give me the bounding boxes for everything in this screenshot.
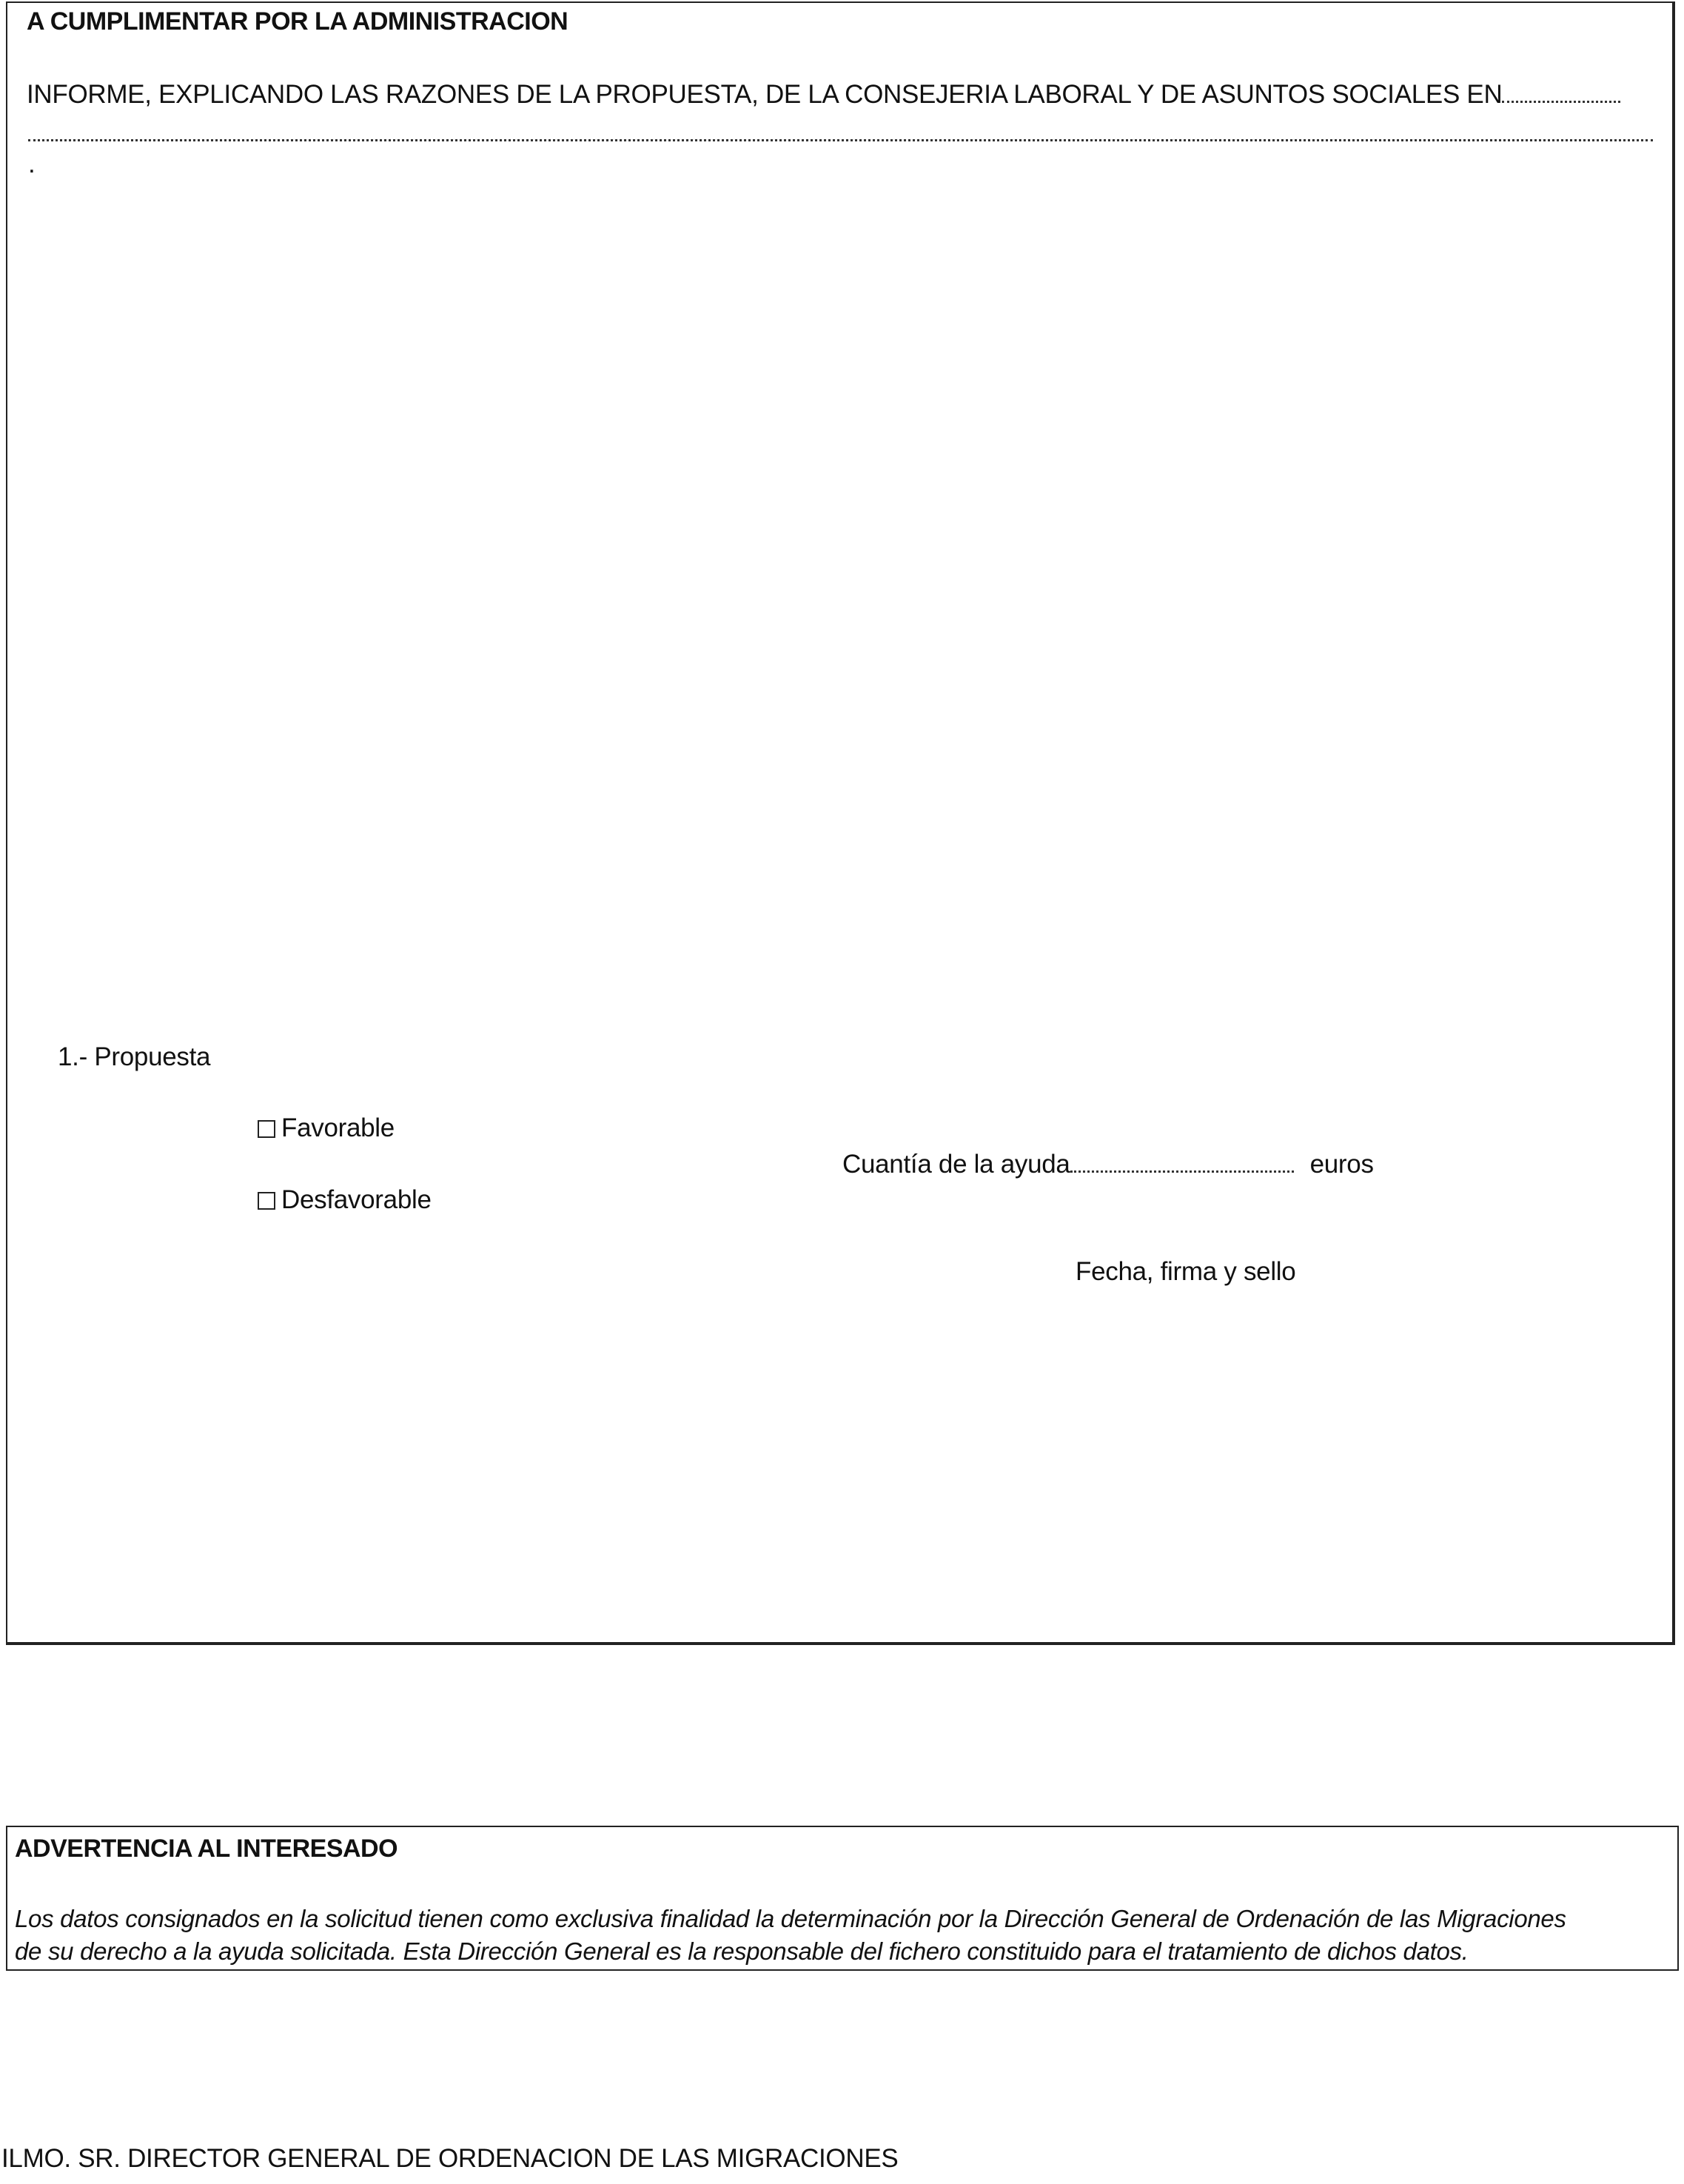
amount-fill[interactable] <box>1070 1170 1294 1173</box>
addressee: ILMO. SR. DIRECTOR GENERAL DE ORDENACION DE LAS MIGRACIONES <box>1 2144 899 2173</box>
unfavorable-checkbox[interactable] <box>258 1192 275 1210</box>
warning-text-line-2: de su derecho a la ayuda solicitada. Esta Dirección General es la responsable del fichero constituido para el tratamiento de dichos datos. <box>15 1937 1469 1965</box>
report-line-label: INFORME, EXPLICANDO LAS RAZONES DE LA PROPUESTA, DE LA CONSEJERIA LABORAL Y DE ASUNTOS SOCIALES EN <box>27 80 1503 109</box>
favorable-label: Favorable <box>281 1113 395 1142</box>
warning-text-line-1: Los datos consignados en la solicitud tienen como exclusiva finalidad la determinación por la Dirección General de Ordenación de las Migraciones <box>15 1905 1566 1932</box>
administration-section <box>6 1 1675 1645</box>
amount-label: Cuantía de la ayuda <box>842 1150 1070 1179</box>
amount-line <box>842 1150 1374 1179</box>
favorable-checkbox[interactable] <box>258 1120 275 1138</box>
administration-heading: A CUMPLIMENTAR POR LA ADMINISTRACION <box>27 7 568 36</box>
report-continuation-line[interactable] <box>28 132 1653 145</box>
signature-label: Fecha, firma y sello <box>1076 1257 1296 1286</box>
unfavorable-label: Desfavorable <box>281 1185 432 1214</box>
option-favorable[interactable] <box>258 1113 395 1143</box>
report-line-fill[interactable] <box>1502 101 1620 103</box>
stray-dot: . <box>28 150 36 178</box>
proposal-label: 1.- Propuesta <box>58 1042 211 1071</box>
report-line <box>27 80 1620 110</box>
amount-unit: euros <box>1309 1150 1374 1179</box>
warning-heading: ADVERTENCIA AL INTERESADO <box>15 1835 398 1863</box>
option-unfavorable[interactable] <box>258 1185 432 1215</box>
